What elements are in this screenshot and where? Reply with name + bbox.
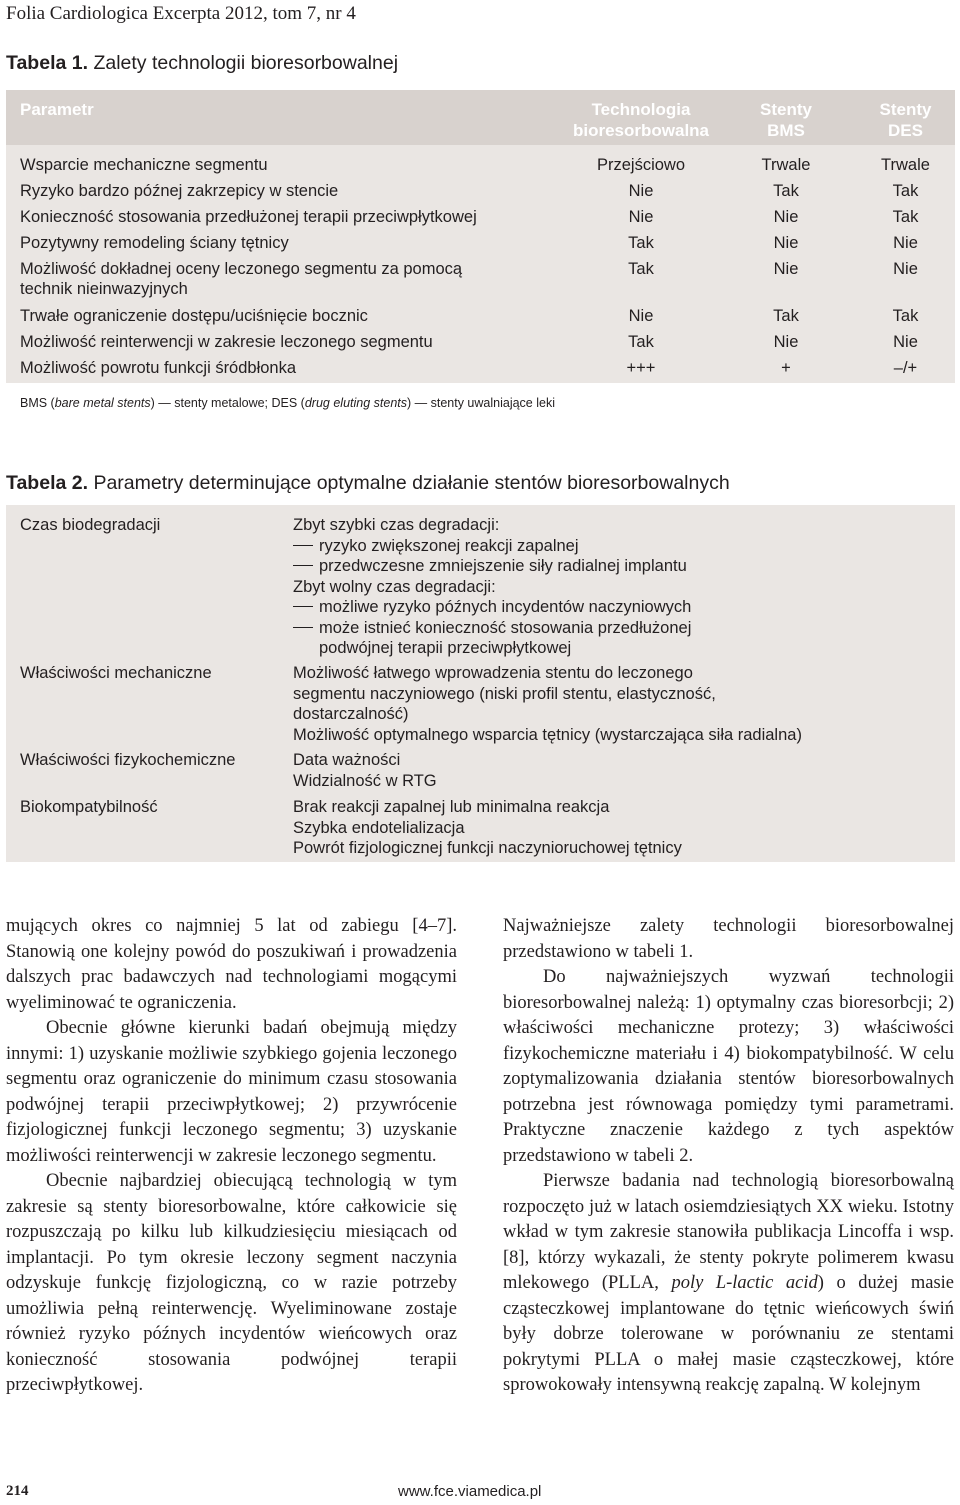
dash-bullet [293, 565, 313, 566]
row-des: Nie [893, 260, 918, 278]
row-bms: Nie [773, 234, 799, 252]
table2-row-label: Czas biodegradacji [20, 516, 161, 534]
row-param: Wsparcie mechaniczne segmentu [20, 156, 268, 174]
row-tech: Nie [628, 307, 654, 325]
table1-row [6, 181, 955, 207]
col-header-bms: Stenty BMS [760, 100, 812, 140]
row-bms: Nie [773, 208, 799, 226]
table1-footnote: BMS (bare metal stents) — stenty metalowe; DES (drug eluting stents) — stenty uwalniające leki [20, 396, 555, 410]
row-des: Nie [893, 333, 918, 351]
paragraph: Do najważniejszych wyzwań technologii bioresorbowalnej należą: 1) optymalny czas bioresorbcji; 2) właściwości mechaniczne protezy; 3) właściwości fizykochemiczne materiału i 4) biokompatybilność. W celu zoptymalizowania działania stentów bioresorbowalnych potrzebna jest równowaga pomiędzy tymi parametrami. Praktyczne znaczenie każdego z tych aspektów przedstawiono w tabeli 2. [503, 967, 954, 1166]
body-right-column [503, 914, 954, 1399]
paragraph: Najważniejsze zalety technologii bioresorbowalnej przedstawiono w tabeli 1. [503, 916, 954, 962]
row-param: Pozytywny remodeling ściany tętnicy [20, 234, 289, 252]
table1-caption [6, 52, 398, 75]
row-bms: Trwale [761, 156, 811, 174]
table1 [6, 90, 955, 383]
row-param: Możliwość reinterwencji w zakresie leczonego segmentu [20, 333, 433, 351]
row-tech: Nie [628, 182, 654, 200]
table2-row-label: Biokompatybilność [20, 798, 158, 816]
row-des: Trwale [881, 156, 930, 174]
row-bms: Tak [773, 182, 799, 200]
paragraph: Pierwsze badania nad technologią bioresorbowalną rozpoczęto już w latach osiemdziesiątych XX wieku. Istotny wkład w tym zakresie stanowiła publikacja Lincoffa i wsp. [8], którzy wykazali, że stenty pokryte polimerem kwasu mlekowego (PLLA, poly L-lactic acid) o dużej masie cząsteczkowej implantowane do tętnic wieńcowych świń były dobrze tolerowane w porównaniu ze stentami pokrytymi PLLA o małej masie cząsteczkowej, które sprowokowały intensywną reakcję zapalną. W kolejnym [503, 1171, 955, 1395]
table2-caption [6, 472, 730, 495]
row-tech: +++ [626, 359, 656, 377]
table1-title: Zalety technologii bioresorbowalnej [93, 52, 399, 74]
row-param: Możliwość dokładnej oceny leczonego segmentu za pomocą technik nieinwazyjnych [20, 260, 463, 298]
row-param: Trwałe ograniczenie dostępu/uciśnięcie bocznic [20, 307, 368, 325]
row-bms: Nie [773, 333, 799, 351]
table1-row [6, 207, 955, 233]
row-param: Możliwość powrotu funkcji śródbłonka [20, 359, 297, 377]
row-tech: Tak [628, 260, 654, 278]
table1-row [6, 259, 955, 306]
paragraph: Obecnie główne kierunki badań obejmują między innymi: 1) uzyskanie możliwie szybkiego gojenia leczonego segmentu oraz ograniczenie do minimum czasu stosowania podwójnej terapii przeciwpłytkowej; 2) przywrócenie fizjologicznej funkcji leczonego segmentu; 3) uzyskanie możliwości reinterwencji w zakresie leczonego segmentu. [6, 1018, 457, 1166]
row-bms: + [781, 359, 791, 377]
col-header-param: Parametr [20, 100, 94, 119]
table2-label: Tabela 2. [6, 472, 89, 494]
table1-row [6, 155, 955, 181]
table1-row [6, 332, 955, 358]
table2-row-content: Możliwość łatwego wprowadzenia stentu do leczonego segmentu naczyniowego (niski profil stentu, elastyczność, dostarczalność) Możliwość optymalnego wsparcia tętnicy (wystarczająca siła radialna) [293, 664, 802, 744]
table2-row-content: Brak reakcji zapalnej lub minimalna reakcja Szybka endotelializacja Powrót fizjologicznej funkcji naczynioruchowej tętnicy [293, 798, 682, 857]
row-bms: Tak [773, 307, 799, 325]
dash-bullet [293, 545, 313, 546]
table1-row [6, 358, 955, 383]
col-header-des: Stenty DES [879, 100, 932, 140]
table2-row-content: Zbyt szybki czas degradacji: ryzyko zwiększonej reakcji zapalnej przedwczesne zmniejszenie siły radialnej implantu Zbyt wolny czas degradacji: możliwe ryzyko późnych incydentów naczyniowych może istnieć konieczność stosowania przedłużonej podwójnej terapii przeciwpłytkowej [293, 516, 692, 657]
row-des: –/+ [893, 359, 918, 377]
page-number: 214 [6, 1483, 29, 1499]
journal-url[interactable]: www.fce.viamedica.pl [398, 1483, 542, 1500]
row-des: Nie [893, 234, 918, 252]
paragraph: mujących okres co najmniej 5 lat od zabiegu [4–7]. Stanowią one kolejny powód do poszukiwań i prowadzenia dalszych prac badawczych nad technologiami mogącymi wyeliminować te ograniczenia. [6, 916, 457, 1013]
journal-header: Folia Cardiologica Excerpta 2012, tom 7, nr 4 [6, 3, 356, 24]
row-bms: Nie [773, 260, 799, 278]
table1-header [6, 90, 955, 145]
row-des: Tak [892, 208, 919, 226]
table1-label: Tabela 1. [6, 52, 89, 74]
table2 [6, 505, 955, 862]
row-tech: Tak [628, 234, 654, 252]
row-des: Tak [892, 307, 919, 325]
row-tech: Przejściowo [596, 156, 686, 174]
paragraph: Obecnie najbardziej obiecującą technologią w tym zakresie są stenty bioresorbowalne, które całkowicie się rozpuszczają po kilku lub kilkudziesięciu miesiącach od implantacji. Po tym okresie leczony segment naczynia odzyskuje funkcję fizjologiczną, co w razie potrzeby umożliwia pełną reinterwencję. Wyeliminowane zostaje również ryzyko późnych incydentów wieńcowych oraz konieczność stosowania podwójnej terapii przeciwpłytkowej. [6, 1171, 457, 1395]
body-left-column [6, 914, 457, 1399]
table2-title: Parametry determinujące optymalne działanie stentów bioresorbowalnych [93, 472, 730, 494]
table2-row-label: Właściwości mechaniczne [20, 664, 212, 682]
table1-row [6, 233, 955, 259]
row-des: Tak [892, 182, 919, 200]
row-param: Ryzyko bardzo późnej zakrzepicy w stencie [20, 182, 339, 200]
row-tech: Nie [628, 208, 654, 226]
table2-row-label: Właściwości fizykochemiczne [20, 751, 236, 769]
dash-bullet [293, 627, 313, 628]
row-param: Konieczność stosowania przedłużonej terapii przeciwpłytkowej [20, 208, 477, 226]
table1-row [6, 306, 955, 332]
row-tech: Tak [628, 333, 654, 351]
col-header-tech: Technologia bioresorbowalna [572, 100, 710, 140]
dash-bullet [293, 606, 313, 607]
table2-row-content: Data ważności Widzialność w RTG [293, 751, 437, 790]
